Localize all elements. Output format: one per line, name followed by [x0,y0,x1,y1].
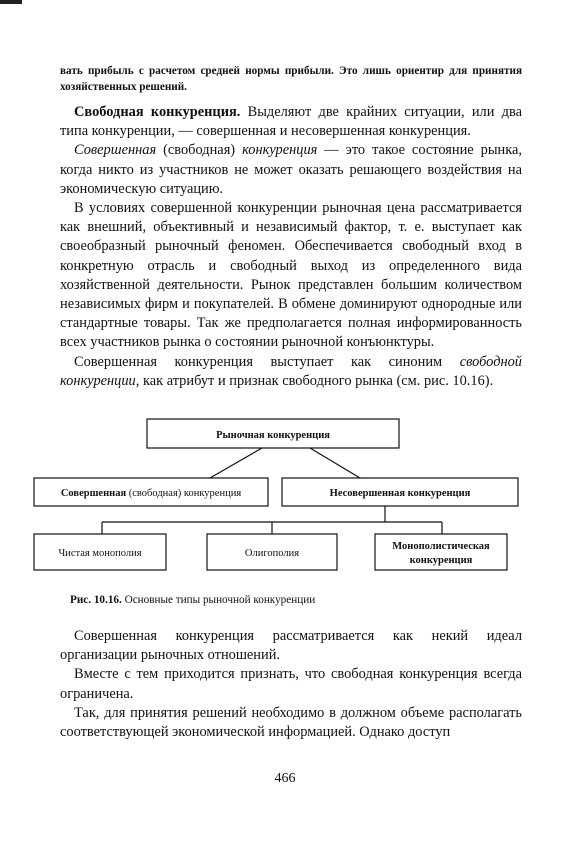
body-text [60,103,522,391]
label-perfect-bold: Совершенная [60,488,127,499]
page-number: 466 [274,771,296,786]
scan-mark [0,0,22,4]
paragraph-ideal: Совершенная конкуренция рассматривается как некий идеал организации рыночных отношений. [60,628,522,664]
label-imperfect: Несовершенная конкуренция [329,488,471,499]
figure-caption [70,593,315,607]
term-free-competition-italic: свободной конкуренции, [60,353,522,389]
paragraph-perfect-definition [60,141,522,199]
term-perfect: Совершенная [74,142,157,159]
paragraph-synonym [60,353,522,391]
paragraph-text: как атрибут и признак свободного рынка (см. рис. 10.16). [139,372,494,389]
label-root: Рыночная конкуренция [216,430,330,441]
body-text-2 [60,627,522,742]
label-perfect [61,488,241,499]
paragraph-text: Совершенная конкуренция выступает как синоним [74,353,460,370]
label-pure-monopoly: Чистая монополия [58,548,142,559]
label-perfect-rest: (свободная) конкуренция [126,488,242,499]
label-monopolistic-2: конкуренция [409,555,473,566]
connector-root-left [210,448,262,478]
paragraph-free-competition [60,103,522,141]
caption-label: Рис. 10.16. [70,594,122,606]
caption-text: Основные типы рыночной конкуренции [121,594,316,606]
intro-line: вать прибыль с расчетом средней нормы прибыли. Это лишь ориентир для принятия хозяйственных решений. [60,65,522,93]
label-monopolistic-1: Монополистическая [392,541,490,552]
label-oligopoly: Олигополия [244,548,300,559]
connector-root-right [310,448,360,478]
term-free-competition: Свободная конкуренция. [74,104,241,120]
paragraph-information: Так, для принятия решений необходимо в должном объеме располагать соответствующей экономической информацией. Однако доступ [60,704,522,741]
competition-diagram [30,418,540,583]
paragraph-conditions: В условиях совершенной конкуренции рыночная цена рассматривается как внешний, объективный и независимый фактор, т. е. выступает как своеобразный рыночный феномен. Обеспечивается свободный вход в конкретную отрасль и свободный выход из определенного вида хозяйственной деятельности. Рынок представлен большим количеством независимых фирм и покупателей. В обмене доминируют однородные или стандартные товары. Так же предполагается полная информированность всех участников рынка о состоянии рыночной конъюнктуры. [60,200,522,351]
paragraph-text: (свободная) [156,142,243,159]
paragraph-text: Выделяют две крайних ситуации, или два типа конкуренции, — совершенная и несовершенная конкуренция. [60,104,522,140]
paragraph-limited: Вместе с тем приходится признать, что свободная конкуренция всегда ограничена. [60,666,522,702]
paragraph-text: — это такое состояние рынка, когда никто из участников не может оказать решающего воздействия на экономическую ситуацию. [60,142,522,197]
term-competition: конкуренция [242,142,318,159]
